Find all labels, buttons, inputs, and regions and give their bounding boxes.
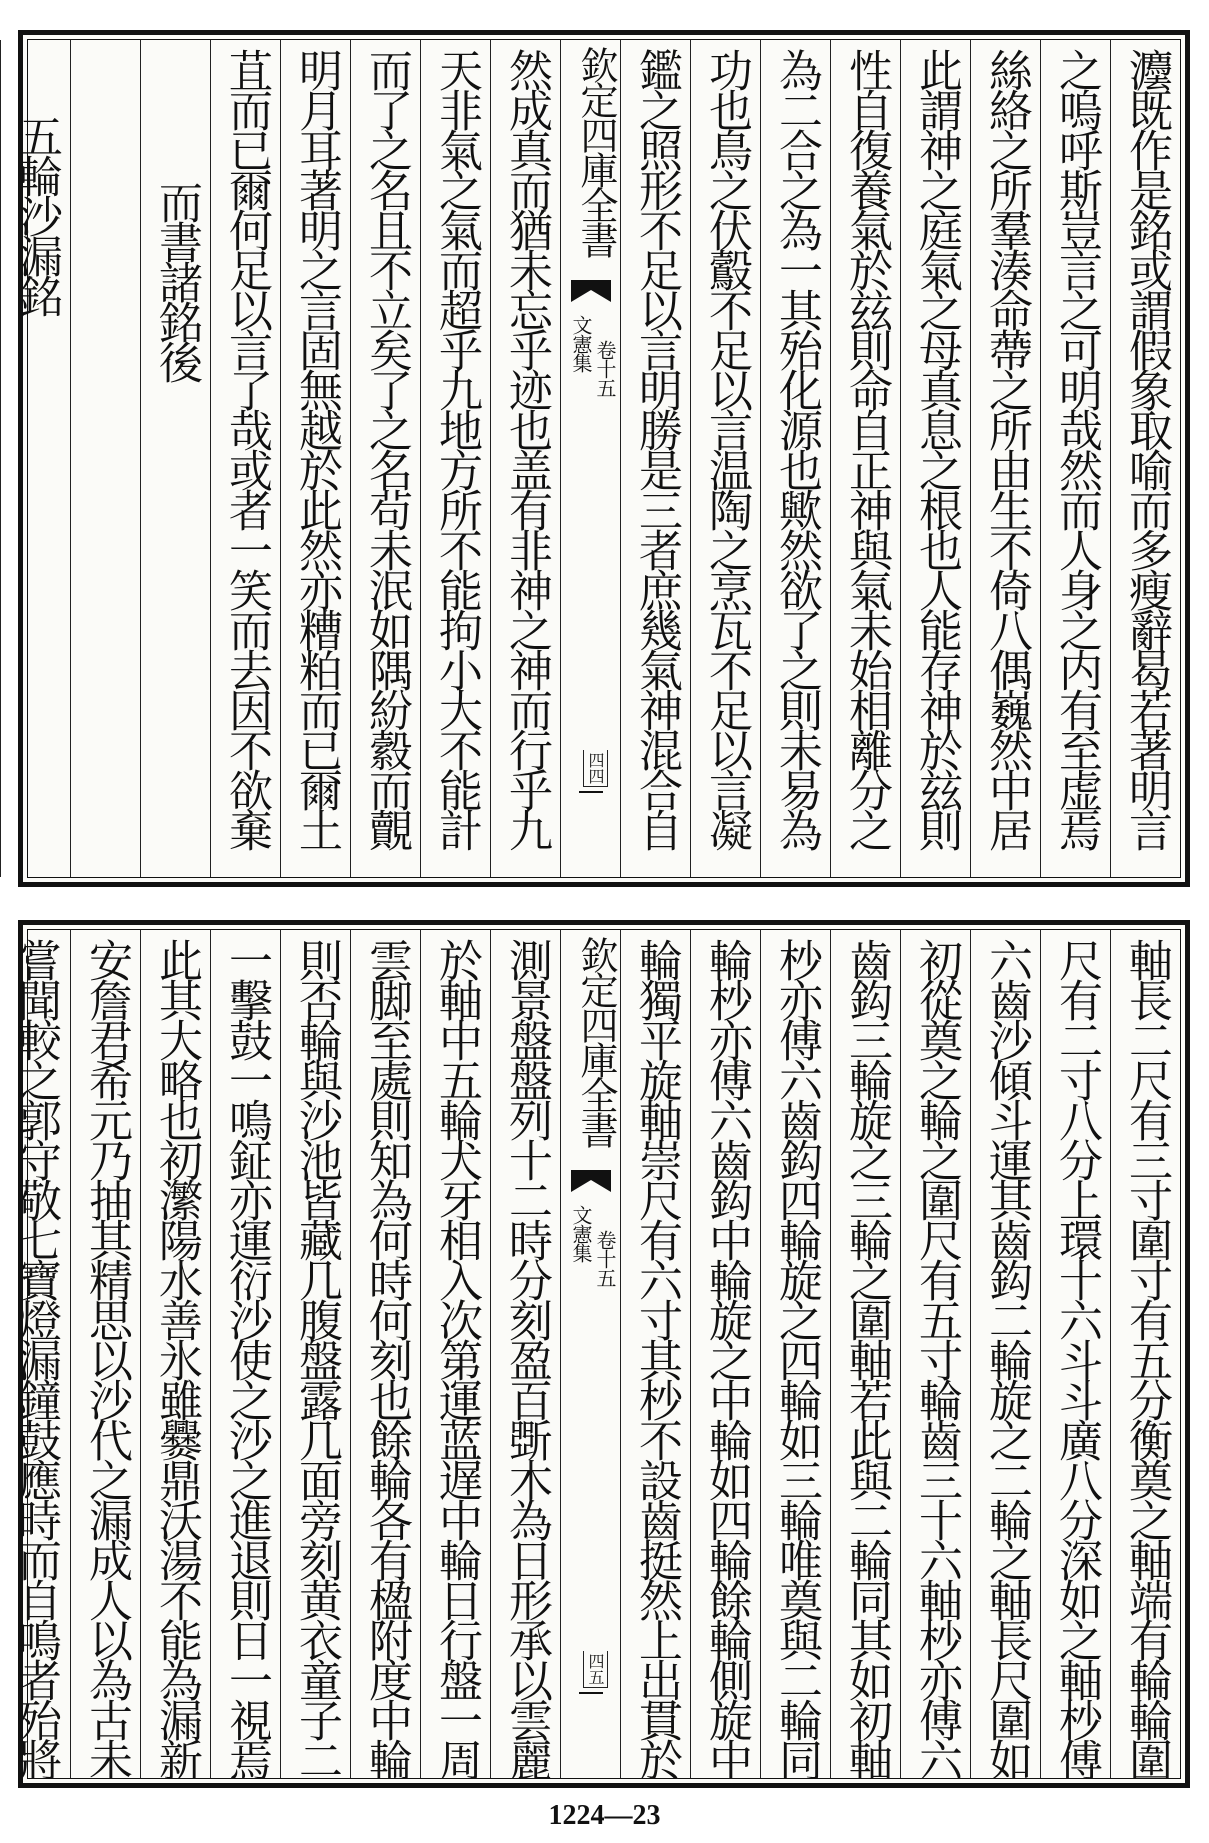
text-column [140,40,210,877]
text-column [210,930,280,1778]
column-text: 天非氣之氣而超乎九地方所不能拘小大不能計 [431,48,482,848]
text-column [490,930,560,1778]
column-text: 鑑之照形不足以言明勝是三者庶幾氣神混合自 [631,48,682,848]
text-column [70,40,140,877]
center-fold-column [560,930,620,1778]
column-text: 功也鳥之伏鷇不足以言温陶之烹瓦不足以言凝 [701,48,752,848]
column-text: 則否輪與沙池皆藏几腹盤露几面旁刻黄衣童子二 [291,938,342,1778]
column-text: 為二合之為一其殆化源也歟然欲了之則未易為 [771,48,822,848]
text-column [490,40,560,877]
text-column [70,930,140,1778]
text-column [690,40,760,877]
column-text: 灋既作是銘或謂假象取喻而多瘦辭曷若著明言 [1121,48,1172,848]
text-column [140,930,210,1778]
column-text: 明月耳著明之言固無越於此然亦糟粕而已爾土 [291,48,342,848]
column-text: 輪獨平旋軸崇尺有六寸其杪不設齒挺然上出貫於 [631,938,682,1778]
text-column [620,930,690,1778]
column-text: 輪杪亦傅六齒鈎中輪旋之中輪如四輪餘輪側旋中 [701,938,752,1778]
center-fold-column [560,40,620,877]
column-text: 軸長二尺有三寸圍寸有五分衡奠之軸端有輪輪圍 [1121,938,1172,1778]
page-text-block-top [11,39,1181,878]
reprint-page-number: 1224—23 [548,1800,661,1831]
series-title: 欽定四庫全書 [574,46,618,256]
column-text: 絲絡之所羣湊命蔕之所由生不倚八偶巍然中居 [981,48,1032,848]
text-column [970,930,1040,1778]
fishtail-mark-icon [571,1170,611,1192]
column-text: 此謂神之庭氣之母真息之根也人能存神於玆則 [911,48,962,848]
text-column [830,930,900,1778]
chapter-number: 卷十五 [593,340,617,397]
text-column [280,40,350,877]
page-text-block-bottom [10,929,1181,1779]
column-text: 五輪沙漏銘 [11,114,62,314]
text-column [280,930,350,1778]
column-text: 尺有二寸八分上環十六斗斗廣八分深如之軸杪傅 [1051,938,1102,1778]
folio-number: 四四 [583,750,608,787]
folio-number: 四五 [583,1651,608,1688]
chapter-number: 卷十五 [593,1230,617,1287]
column-text: 杪亦傅六齒鈎四輪旋之四輪如三輪唯奠與二輪同 [771,938,822,1778]
folio-rule [579,1692,603,1694]
text-column [420,930,490,1778]
column-text: 苴而已爾何足以言了哉或者一笑而去因不欲棄 [221,48,272,848]
text-column [420,40,490,877]
text-column [830,40,900,877]
column-text: 安詹君希元乃抽其精思以沙代之漏成人以為古未 [81,938,132,1778]
column-text: 然成真而猶未忘乎迹也盖有非神之神而行乎九 [501,48,552,848]
folio-rule [579,791,603,793]
book-page-bottom [10,920,1190,1788]
column-text: 於軸中五輪犬牙相入次第運蓝遅中輪日行盤一周 [431,938,482,1778]
column-text: 性自復養氣於玆則命自正神與氣未始相離分之 [841,48,892,848]
text-column [350,930,420,1778]
column-text: 嘗聞較之郭守敬七寶燈漏鐘鼓應時而自鳴者殆將 [10,938,61,1778]
column-text: 此其大略也初瀿陽水善氷雖爨鼎沃湯不能為漏新 [151,938,202,1778]
volume-title: 文憲集 [569,315,593,372]
column-text: 而書諸銘後 [151,180,202,380]
text-column [350,40,420,877]
text-column [900,40,970,877]
text-column [620,40,690,877]
text-column [760,40,830,877]
text-column [1110,40,1180,877]
text-column [760,930,830,1778]
column-text: 一擊鼓一鳴鉦亦運衍沙使之沙之進退則日一視焉 [221,938,272,1778]
text-column [900,930,970,1778]
volume-title: 文憲集 [569,1205,593,1262]
column-text: 六齒沙傾斗運其齒鈎二輪旋之二輪之軸長尺圍如 [981,938,1032,1778]
text-column [210,40,280,877]
series-title: 欽定四庫全書 [574,936,618,1146]
text-column [0,930,70,1778]
text-column [1040,930,1110,1778]
column-text: 測景盤盤列十二時分刻盈百斲木為日形承以雲麗 [501,938,552,1778]
text-column [1040,40,1110,877]
column-text: 齒鈎三輪旋之三輪之圍軸若此與二輪同其如初軸 [841,938,892,1778]
book-page-top [11,30,1190,887]
fishtail-mark-icon [571,280,611,302]
column-text: 而了之名且不立矣了之名茍未泯如隅紛縠而覿 [361,48,412,848]
column-text: 初從奠之輪之圍尺有五寸輪齒三十六軸杪亦傅六 [911,938,962,1778]
text-column [970,40,1040,877]
text-column [0,40,70,877]
column-text: 雲脚至處則知為何時何刻也餘輪各有楹附度中輪 [361,938,412,1778]
text-column [1110,930,1180,1778]
column-text: 之嗚呼斯豈言之可明哉然而人身之内有至虚焉 [1051,48,1102,848]
text-column [690,930,760,1778]
